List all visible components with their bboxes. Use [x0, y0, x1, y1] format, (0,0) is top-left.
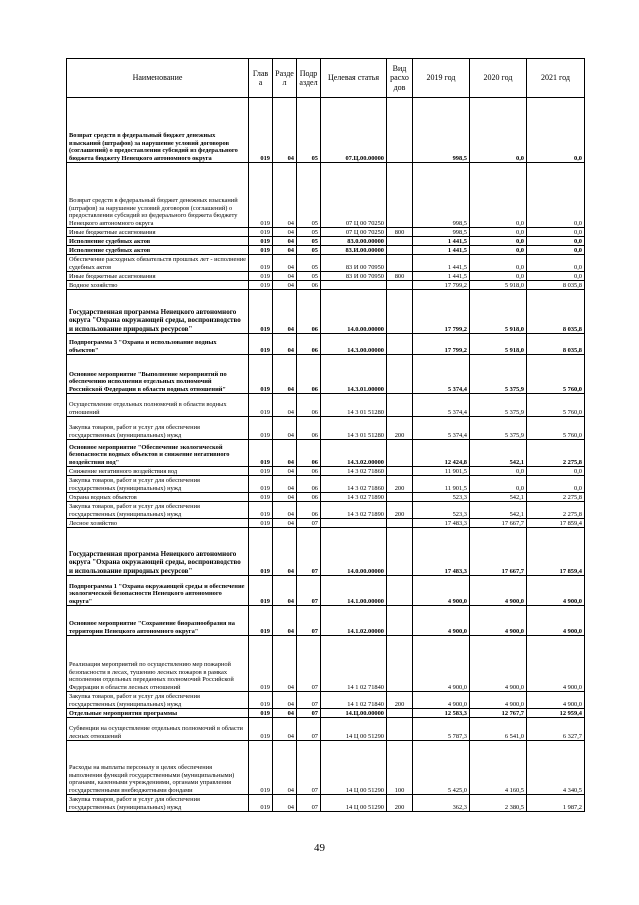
row-2020: 4 900,0	[470, 576, 527, 606]
row-podrazdel: 06	[297, 440, 321, 467]
row-glava: 019	[249, 228, 273, 237]
row-2021: 0,0	[527, 237, 585, 246]
row-podrazdel: 07	[297, 709, 321, 718]
row-razdel: 04	[273, 163, 297, 228]
row-target: 14 3 02 71860	[321, 476, 387, 493]
row-2021: 0,0	[527, 467, 585, 476]
row-vid	[387, 709, 413, 718]
row-target: 83 И 00 70950	[321, 272, 387, 281]
row-glava: 019	[249, 692, 273, 709]
row-razdel: 04	[273, 290, 297, 334]
row-target: 14.1.00.00000	[321, 576, 387, 606]
page-number: 49	[314, 842, 325, 854]
row-target: 14 Ц 00 51290	[321, 795, 387, 812]
table-row	[67, 606, 585, 636]
row-razdel: 04	[273, 255, 297, 272]
row-target: 83.И.00.00000	[321, 246, 387, 255]
table-row	[67, 334, 585, 355]
row-2021: 0,0	[527, 228, 585, 237]
row-name: Иные бюджетные ассигнования	[67, 272, 249, 281]
row-glava: 019	[249, 98, 273, 163]
row-2020: 4 160,5	[470, 741, 527, 795]
table-row	[67, 440, 585, 467]
header-2021: 2021 год	[527, 59, 585, 98]
row-2021: 8 035,8	[527, 281, 585, 290]
row-2021: 0,0	[527, 163, 585, 228]
row-razdel: 04	[273, 576, 297, 606]
row-glava: 019	[249, 519, 273, 528]
row-podrazdel: 05	[297, 272, 321, 281]
row-vid	[387, 576, 413, 606]
row-2020: 2 380,5	[470, 795, 527, 812]
row-glava: 019	[249, 281, 273, 290]
row-vid	[387, 334, 413, 355]
row-vid	[387, 467, 413, 476]
row-target: 14 3 02 71860	[321, 467, 387, 476]
row-podrazdel: 07	[297, 528, 321, 576]
row-name: Обеспечение расходных обязательств прошлых лет - исполнение судебных актов	[67, 255, 249, 272]
row-2019: 11 901,5	[413, 476, 470, 493]
row-podrazdel: 06	[297, 334, 321, 355]
row-razdel: 04	[273, 493, 297, 502]
table-row	[67, 467, 585, 476]
row-name: Осуществление отдельных полномочий в области водных отношений	[67, 394, 249, 417]
row-2019: 4 900,0	[413, 576, 470, 606]
row-2019: 998,5	[413, 163, 470, 228]
row-name: Подпрограмма 1 "Охрана окружающей среды и обеспечение экологической безопасности Ненецкого автономного округа"	[67, 576, 249, 606]
table-row	[67, 163, 585, 228]
row-vid	[387, 237, 413, 246]
row-2021: 0,0	[527, 255, 585, 272]
table-row	[67, 228, 585, 237]
row-glava: 019	[249, 440, 273, 467]
row-podrazdel: 07	[297, 692, 321, 709]
header-razdel: Разде л	[273, 59, 297, 98]
row-podrazdel: 06	[297, 290, 321, 334]
row-2019: 5 374,4	[413, 394, 470, 417]
row-2021: 8 035,8	[527, 290, 585, 334]
row-2021: 0,0	[527, 476, 585, 493]
row-2019: 17 483,3	[413, 528, 470, 576]
table-row	[67, 281, 585, 290]
row-target: 14.1.02.00000	[321, 606, 387, 636]
row-name: Основное мероприятие "Сохранение биоразнообразия на территории Ненецкого автономного округа"	[67, 606, 249, 636]
row-glava: 019	[249, 502, 273, 519]
row-2020: 4 900,0	[470, 692, 527, 709]
row-name: Возврат средств в федеральный бюджет денежных взысканий (штрафов) за нарушение условий договоров (соглашений) о предоставлении субсидий из федерального бюджета бюджету Ненецкого автономного округа	[67, 98, 249, 163]
row-razdel: 04	[273, 606, 297, 636]
row-2019: 998,5	[413, 98, 470, 163]
row-podrazdel: 05	[297, 255, 321, 272]
row-podrazdel: 06	[297, 417, 321, 440]
row-glava: 019	[249, 246, 273, 255]
row-vid	[387, 636, 413, 692]
row-razdel: 04	[273, 718, 297, 741]
row-2021: 4 900,0	[527, 692, 585, 709]
row-2019: 17 483,3	[413, 519, 470, 528]
row-name: Исполнение судебных актов	[67, 237, 249, 246]
row-target: 14 Ц 00 51290	[321, 718, 387, 741]
row-2020: 5 918,0	[470, 290, 527, 334]
row-name: Подпрограмма 3 "Охрана и использование водных объектов"	[67, 334, 249, 355]
table-row	[67, 576, 585, 606]
row-razdel: 04	[273, 528, 297, 576]
row-vid	[387, 290, 413, 334]
header-2019: 2019 год	[413, 59, 470, 98]
row-2020: 5 375,9	[470, 355, 527, 394]
row-2020: 0,0	[470, 237, 527, 246]
row-name: Иные бюджетные ассигнования	[67, 228, 249, 237]
row-razdel: 04	[273, 272, 297, 281]
row-glava: 019	[249, 709, 273, 718]
row-name: Закупка товаров, работ и услуг для обеспечения государственных (муниципальных) нужд	[67, 795, 249, 812]
row-glava: 019	[249, 290, 273, 334]
row-2021: 1 987,2	[527, 795, 585, 812]
row-target: 14.0.00.00000	[321, 290, 387, 334]
row-2021: 8 035,8	[527, 334, 585, 355]
row-glava: 019	[249, 163, 273, 228]
table-row	[67, 709, 585, 718]
row-2021: 4 900,0	[527, 576, 585, 606]
row-glava: 019	[249, 636, 273, 692]
row-razdel: 04	[273, 334, 297, 355]
row-2020: 4 900,0	[470, 636, 527, 692]
table-row	[67, 237, 585, 246]
row-podrazdel: 06	[297, 502, 321, 519]
row-2021: 6 327,7	[527, 718, 585, 741]
table-row	[67, 528, 585, 576]
row-2020: 5 375,9	[470, 394, 527, 417]
row-glava: 019	[249, 528, 273, 576]
table-row	[67, 493, 585, 502]
row-podrazdel: 05	[297, 228, 321, 237]
row-razdel: 04	[273, 281, 297, 290]
row-2019: 362,3	[413, 795, 470, 812]
row-target: 83 И 00 70950	[321, 255, 387, 272]
row-2019: 17 799,2	[413, 334, 470, 355]
row-2019: 1 441,5	[413, 255, 470, 272]
row-razdel: 04	[273, 228, 297, 237]
row-2020: 5 375,9	[470, 417, 527, 440]
row-razdel: 04	[273, 237, 297, 246]
row-name: Государственная программа Ненецкого автономного округа "Охрана окружающей среды, воспроизводство и использование природных ресурсов"	[67, 528, 249, 576]
row-2021: 2 275,8	[527, 502, 585, 519]
row-glava: 019	[249, 606, 273, 636]
row-podrazdel: 07	[297, 741, 321, 795]
table-row	[67, 272, 585, 281]
row-name: Субвенции на осуществление отдельных полномочий в области лесных отношений	[67, 718, 249, 741]
row-vid	[387, 255, 413, 272]
row-podrazdel: 07	[297, 519, 321, 528]
row-name: Закупка товаров, работ и услуг для обеспечения государственных (муниципальных) нужд	[67, 417, 249, 440]
row-glava: 019	[249, 576, 273, 606]
row-glava: 019	[249, 795, 273, 812]
row-target: 14 1 02 71840	[321, 636, 387, 692]
row-2020: 4 900,0	[470, 606, 527, 636]
row-vid	[387, 394, 413, 417]
row-2019: 998,5	[413, 228, 470, 237]
row-target: 14 1 02 71840	[321, 692, 387, 709]
table-row	[67, 255, 585, 272]
row-2021: 17 859,4	[527, 519, 585, 528]
row-podrazdel: 06	[297, 394, 321, 417]
row-name: Отдельные мероприятия программы	[67, 709, 249, 718]
row-2021: 2 275,8	[527, 440, 585, 467]
row-glava: 019	[249, 718, 273, 741]
row-glava: 019	[249, 334, 273, 355]
table-row	[67, 636, 585, 692]
row-2021: 4 900,0	[527, 606, 585, 636]
row-2021: 0,0	[527, 272, 585, 281]
table-row	[67, 355, 585, 394]
row-vid: 800	[387, 228, 413, 237]
row-razdel: 04	[273, 636, 297, 692]
row-vid	[387, 493, 413, 502]
row-name: Основное мероприятие "Выполнение мероприятий по обеспечению исполнения отдельных полномочий Российской Федерации в области водных отношений"	[67, 355, 249, 394]
row-name: Лесное хозяйство	[67, 519, 249, 528]
row-2020: 12 767,7	[470, 709, 527, 718]
row-glava: 019	[249, 272, 273, 281]
row-vid	[387, 98, 413, 163]
table-row	[67, 394, 585, 417]
row-target: 14 3 02 71890	[321, 493, 387, 502]
row-vid	[387, 606, 413, 636]
row-2019: 11 901,5	[413, 467, 470, 476]
row-podrazdel: 05	[297, 98, 321, 163]
row-name: Исполнение судебных актов	[67, 246, 249, 255]
row-podrazdel: 07	[297, 718, 321, 741]
row-2020: 0,0	[470, 163, 527, 228]
row-razdel: 04	[273, 98, 297, 163]
row-razdel: 04	[273, 709, 297, 718]
row-podrazdel: 06	[297, 355, 321, 394]
row-razdel: 04	[273, 467, 297, 476]
row-target: 07 Ц 00 70250	[321, 228, 387, 237]
row-podrazdel: 05	[297, 163, 321, 228]
row-2020: 0,0	[470, 255, 527, 272]
header-glava: Глав а	[249, 59, 273, 98]
row-vid: 200	[387, 692, 413, 709]
row-2019: 17 799,2	[413, 290, 470, 334]
row-razdel: 04	[273, 246, 297, 255]
row-2020: 0,0	[470, 246, 527, 255]
row-vid	[387, 440, 413, 467]
row-2020: 542,1	[470, 440, 527, 467]
table-row	[67, 246, 585, 255]
budget-table-sheet	[66, 58, 584, 812]
row-2019: 5 787,3	[413, 718, 470, 741]
row-razdel: 04	[273, 519, 297, 528]
row-2019: 523,3	[413, 502, 470, 519]
row-target: 14 3 01 51280	[321, 394, 387, 417]
row-vid	[387, 519, 413, 528]
row-glava: 019	[249, 467, 273, 476]
table-row	[67, 519, 585, 528]
row-2021: 0,0	[527, 98, 585, 163]
row-target: 14.3.00.00000	[321, 334, 387, 355]
row-razdel: 04	[273, 795, 297, 812]
row-name: Охрана водных объектов	[67, 493, 249, 502]
row-glava: 019	[249, 741, 273, 795]
row-2019: 12 583,3	[413, 709, 470, 718]
table-body	[67, 98, 585, 812]
header-2020: 2020 год	[470, 59, 527, 98]
row-2020: 542,1	[470, 493, 527, 502]
row-2019: 5 374,4	[413, 355, 470, 394]
row-vid: 800	[387, 272, 413, 281]
header-target: Целевая статья	[321, 59, 387, 98]
row-razdel: 04	[273, 417, 297, 440]
row-target: 14.3.02.00000	[321, 440, 387, 467]
row-2020: 6 541,0	[470, 718, 527, 741]
row-razdel: 04	[273, 355, 297, 394]
row-name: Основное мероприятие "Обеспечение экологической безопасности водных объектов и снижение негативного воздействия вод"	[67, 440, 249, 467]
row-2020: 5 918,0	[470, 334, 527, 355]
row-target: 83.0.00.00000	[321, 237, 387, 246]
row-2020: 17 667,7	[470, 519, 527, 528]
row-2019: 17 799,2	[413, 281, 470, 290]
row-vid	[387, 163, 413, 228]
row-podrazdel: 06	[297, 281, 321, 290]
header-vid: Вид расхо дов	[387, 59, 413, 98]
row-podrazdel: 05	[297, 246, 321, 255]
row-2019: 4 900,0	[413, 692, 470, 709]
row-razdel: 04	[273, 502, 297, 519]
row-target	[321, 281, 387, 290]
row-glava: 019	[249, 476, 273, 493]
row-glava: 019	[249, 493, 273, 502]
table-row	[67, 476, 585, 493]
row-podrazdel: 05	[297, 237, 321, 246]
row-name: Закупка товаров, работ и услуг для обеспечения государственных (муниципальных) нужд	[67, 476, 249, 493]
row-glava: 019	[249, 355, 273, 394]
row-vid: 200	[387, 795, 413, 812]
budget-table	[66, 58, 585, 812]
row-glava: 019	[249, 237, 273, 246]
row-vid	[387, 281, 413, 290]
row-glava: 019	[249, 255, 273, 272]
row-razdel: 04	[273, 692, 297, 709]
table-row	[67, 741, 585, 795]
row-2019: 4 900,0	[413, 606, 470, 636]
row-2019: 1 441,5	[413, 272, 470, 281]
row-2021: 2 275,8	[527, 493, 585, 502]
row-name: Закупка товаров, работ и услуг для обеспечения государственных (муниципальных) нужд	[67, 502, 249, 519]
row-2020: 0,0	[470, 467, 527, 476]
row-name: Возврат средств в федеральный бюджет денежных взысканий (штрафов) за нарушение условий договоров (соглашений) о предоставлении субсидий из федерального бюджета бюджету Ненецкого автономного округа	[67, 163, 249, 228]
row-2021: 5 760,0	[527, 355, 585, 394]
row-2020: 0,0	[470, 272, 527, 281]
row-glava: 019	[249, 417, 273, 440]
row-podrazdel: 07	[297, 636, 321, 692]
table-row	[67, 290, 585, 334]
row-target: 14 3 01 51280	[321, 417, 387, 440]
row-podrazdel: 06	[297, 493, 321, 502]
header-name: Наименование	[67, 59, 249, 98]
row-vid	[387, 355, 413, 394]
row-2019: 12 424,8	[413, 440, 470, 467]
row-2021: 5 760,0	[527, 417, 585, 440]
table-row	[67, 795, 585, 812]
row-vid: 200	[387, 476, 413, 493]
table-row	[67, 692, 585, 709]
row-2020: 17 667,7	[470, 528, 527, 576]
row-razdel: 04	[273, 394, 297, 417]
row-2019: 1 441,5	[413, 246, 470, 255]
row-name: Расходы на выплаты персоналу в целях обеспечения выполнения функций государственными (муниципальными) органами, казенными учреждениями, органами управления государственными внебюджетными фондами	[67, 741, 249, 795]
row-2019: 4 900,0	[413, 636, 470, 692]
row-2020: 5 918,0	[470, 281, 527, 290]
row-vid	[387, 246, 413, 255]
row-podrazdel: 07	[297, 576, 321, 606]
row-2021: 4 900,0	[527, 636, 585, 692]
row-vid: 200	[387, 502, 413, 519]
row-2021: 4 340,5	[527, 741, 585, 795]
row-razdel: 04	[273, 741, 297, 795]
row-target	[321, 519, 387, 528]
row-target: 14.0.00.00000	[321, 528, 387, 576]
header-podrazdel: Подр аздел	[297, 59, 321, 98]
row-podrazdel: 07	[297, 606, 321, 636]
row-name: Водное хозяйство	[67, 281, 249, 290]
row-podrazdel: 07	[297, 795, 321, 812]
table-row	[67, 98, 585, 163]
row-2021: 0,0	[527, 246, 585, 255]
row-2021: 17 859,4	[527, 528, 585, 576]
row-vid	[387, 528, 413, 576]
row-target: 14 3 02 71890	[321, 502, 387, 519]
row-podrazdel: 06	[297, 467, 321, 476]
row-name: Реализация мероприятий по осуществлению мер пожарной безопасности в лесах, тушению лесных пожаров в рамках исполнения отдельных переданных полномочий Российской Федерации в области лесных отношений	[67, 636, 249, 692]
row-name: Государственная программа Ненецкого автономного округа "Охрана окружающей среды, воспроизводство и использование природных ресурсов"	[67, 290, 249, 334]
row-podrazdel: 06	[297, 476, 321, 493]
row-target: 14.3.01.00000	[321, 355, 387, 394]
table-row	[67, 417, 585, 440]
row-2019: 5 425,0	[413, 741, 470, 795]
row-target: 07 Ц 00 70250	[321, 163, 387, 228]
row-target: 07.Ц.00.00000	[321, 98, 387, 163]
row-name: Закупка товаров, работ и услуг для обеспечения государственных (муниципальных) нужд	[67, 692, 249, 709]
row-2020: 0,0	[470, 228, 527, 237]
row-name: Снижение негативного воздействия вод	[67, 467, 249, 476]
row-2020: 0,0	[470, 98, 527, 163]
table-row	[67, 718, 585, 741]
row-2019: 1 441,5	[413, 237, 470, 246]
row-2019: 523,3	[413, 493, 470, 502]
row-vid: 200	[387, 417, 413, 440]
row-2021: 12 959,4	[527, 709, 585, 718]
row-vid	[387, 718, 413, 741]
row-2020: 542,1	[470, 502, 527, 519]
row-2020: 0,0	[470, 476, 527, 493]
row-2019: 5 374,4	[413, 417, 470, 440]
row-target: 14.Ц.00.00000	[321, 709, 387, 718]
row-target: 14 Ц 00 51290	[321, 741, 387, 795]
row-razdel: 04	[273, 440, 297, 467]
row-vid: 100	[387, 741, 413, 795]
row-2021: 5 760,0	[527, 394, 585, 417]
table-row	[67, 502, 585, 519]
table-header-row	[67, 59, 585, 98]
row-razdel: 04	[273, 476, 297, 493]
row-glava: 019	[249, 394, 273, 417]
